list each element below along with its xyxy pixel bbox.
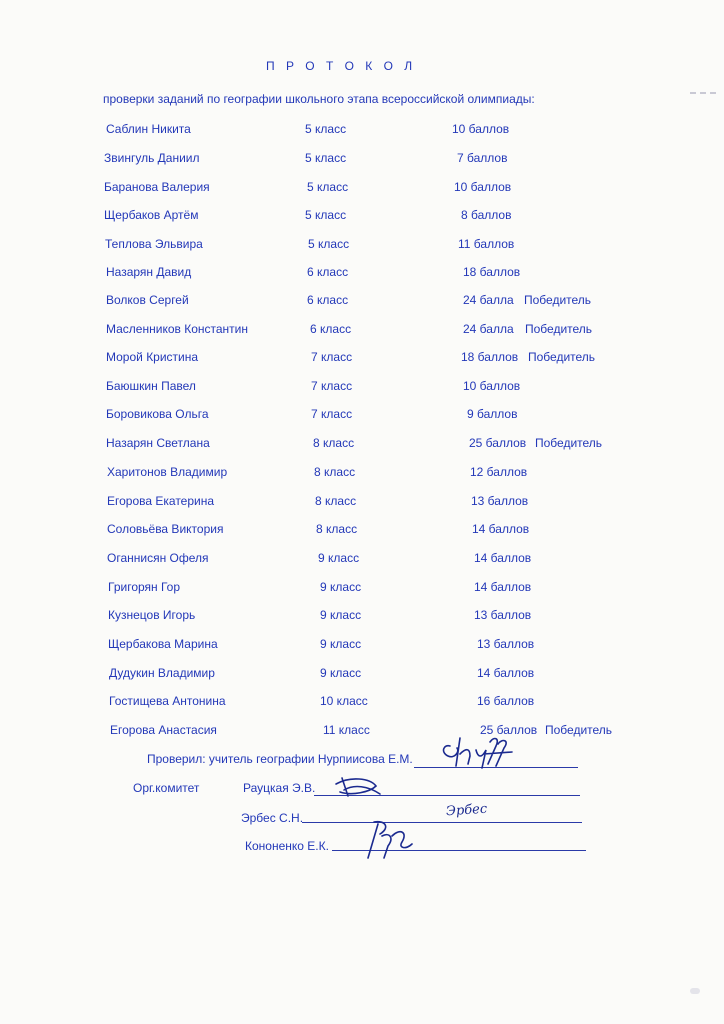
signature-rautskaya <box>330 770 390 804</box>
student-score: 16 баллов <box>477 694 535 708</box>
student-name: Григорян Гор <box>108 580 181 594</box>
student-name: Гостищева Антонина <box>109 694 226 708</box>
signature-erbes: Эрбес <box>445 801 488 820</box>
result-row <box>0 608 724 626</box>
student-score: 14 баллов <box>474 551 532 565</box>
student-score: 11 баллов <box>458 237 515 251</box>
student-name: Назарян Давид <box>106 265 192 279</box>
signature-nurpiisova <box>430 732 520 772</box>
student-name: Егорова Екатерина <box>107 494 215 508</box>
student-score: 14 баллов <box>474 580 532 594</box>
student-name: Егорова Анастасия <box>110 723 217 737</box>
student-grade: 10 класс <box>320 694 368 708</box>
student-grade: 9 класс <box>320 608 362 622</box>
student-name: Теплова Эльвира <box>105 237 203 251</box>
student-grade: 7 класс <box>311 350 353 364</box>
student-name: Волков Сергей <box>106 293 189 307</box>
student-name: Баюшкин Павел <box>106 379 196 393</box>
student-name: Дудукин Владимир <box>109 666 215 680</box>
student-grade: 8 класс <box>313 436 355 450</box>
paper-smudge <box>690 988 700 994</box>
result-row <box>0 265 724 283</box>
result-row <box>0 350 724 368</box>
student-score: 24 балла <box>463 322 514 336</box>
student-grade: 8 класс <box>316 522 358 536</box>
result-row <box>0 379 724 397</box>
student-name: Кузнецов Игорь <box>108 608 196 622</box>
committee-member-1: Рауцкая Э.В. <box>243 781 316 795</box>
result-row <box>0 237 724 255</box>
student-name: Звингуль Даниил <box>104 151 200 165</box>
signature-kononenko <box>360 818 420 864</box>
result-row <box>0 723 724 741</box>
student-grade: 6 класс <box>307 265 349 279</box>
winner-note: Победитель <box>524 293 592 307</box>
result-row <box>0 407 724 425</box>
checked-by-label: Проверил: учитель географии Нурпиисова Е.М. <box>147 752 413 766</box>
student-score: 18 баллов <box>463 265 521 279</box>
student-score: 9 баллов <box>467 407 518 421</box>
student-grade: 7 класс <box>311 379 353 393</box>
result-row <box>0 494 724 512</box>
result-row <box>0 322 724 340</box>
student-grade: 9 класс <box>320 580 362 594</box>
result-row <box>0 465 724 483</box>
student-score: 24 балла <box>463 293 514 307</box>
winner-note: Победитель <box>528 350 596 364</box>
student-score: 10 баллов <box>454 180 512 194</box>
student-score: 13 баллов <box>474 608 532 622</box>
edge-mark <box>690 92 716 94</box>
student-grade: 8 класс <box>314 465 356 479</box>
page-title: П Р О Т О К О Л <box>266 59 417 73</box>
committee-member-2: Эрбес С.Н. <box>241 811 304 825</box>
winner-note: Победитель <box>545 723 613 737</box>
student-score: 10 баллов <box>463 379 521 393</box>
winner-note: Победитель <box>535 436 603 450</box>
student-score: 18 баллов <box>461 350 519 364</box>
committee-label: Орг.комитет <box>133 781 200 795</box>
student-grade: 5 класс <box>305 208 347 222</box>
student-grade: 9 класс <box>318 551 360 565</box>
student-name: Морой Кристина <box>106 350 199 364</box>
result-row <box>0 122 724 140</box>
result-row <box>0 666 724 684</box>
student-grade: 5 класс <box>305 151 347 165</box>
student-name: Харитонов Владимир <box>107 465 228 479</box>
student-grade: 8 класс <box>315 494 357 508</box>
student-grade: 7 класс <box>311 407 353 421</box>
student-score: 7 баллов <box>457 151 508 165</box>
result-row <box>0 208 724 226</box>
student-grade: 9 класс <box>320 637 362 651</box>
student-name: Соловьёва Виктория <box>107 522 224 536</box>
result-row <box>0 551 724 569</box>
student-score: 8 баллов <box>461 208 512 222</box>
committee-member-3: Кононенко Е.К. <box>245 839 329 853</box>
result-row <box>0 180 724 198</box>
result-row <box>0 580 724 598</box>
student-name: Оганнисян Офеля <box>107 551 209 565</box>
student-grade: 5 класс <box>305 122 347 136</box>
student-score: 13 баллов <box>477 637 535 651</box>
student-grade: 9 класс <box>320 666 362 680</box>
student-name: Щербаков Артём <box>104 208 199 222</box>
student-grade: 5 класс <box>307 180 349 194</box>
student-name: Щербакова Марина <box>108 637 218 651</box>
student-grade: 6 класс <box>310 322 352 336</box>
student-score: 12 баллов <box>470 465 528 479</box>
student-score: 25 баллов <box>469 436 527 450</box>
student-grade: 11 класс <box>323 723 370 737</box>
student-name: Боровикова Ольга <box>106 407 209 421</box>
student-name: Масленников Константин <box>106 322 248 336</box>
result-row <box>0 522 724 540</box>
signature-line <box>302 822 582 823</box>
student-grade: 6 класс <box>307 293 349 307</box>
student-name: Баранова Валерия <box>104 180 210 194</box>
winner-note: Победитель <box>525 322 593 336</box>
student-score: 13 баллов <box>471 494 529 508</box>
result-row <box>0 436 724 454</box>
result-row <box>0 151 724 169</box>
student-score: 25 баллов <box>480 723 538 737</box>
student-score: 14 баллов <box>477 666 535 680</box>
student-name: Саблин Никита <box>106 122 191 136</box>
result-row <box>0 637 724 655</box>
student-grade: 5 класс <box>308 237 350 251</box>
student-name: Назарян Светлана <box>106 436 210 450</box>
result-row <box>0 293 724 311</box>
student-score: 10 баллов <box>452 122 510 136</box>
student-score: 14 баллов <box>472 522 530 536</box>
page-subtitle: проверки заданий по географии школьного этапа всероссийской олимпиады: <box>103 92 535 106</box>
result-row <box>0 694 724 712</box>
